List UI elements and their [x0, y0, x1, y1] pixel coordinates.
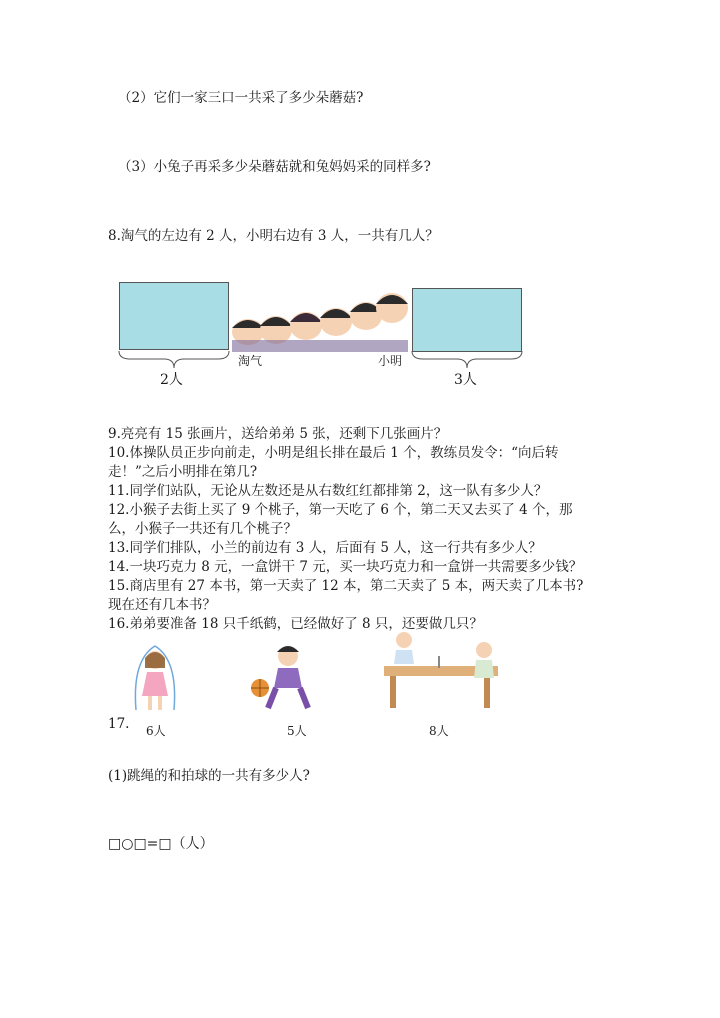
right-brace [411, 350, 523, 370]
child-hair-1 [232, 320, 264, 328]
question-15-line-1: 15.商店里有 27 本书，第一天卖了 12 本，第二天卖了 5 本，两天卖了几本书? [108, 578, 584, 594]
question-9: 9.亮亮有 15 张画片，送给弟弟 5 张，还剩下几张画片？ [108, 426, 448, 442]
right-blank-box [412, 288, 522, 352]
question-12-line-2: 么，小猴子一共还有几个桃子？ [108, 521, 297, 537]
left-blank-box [119, 282, 229, 350]
ball-caption: 5人 [287, 724, 307, 738]
child-hair-6 [376, 295, 408, 304]
label-taoqi: 淘气 [238, 354, 263, 368]
question-10-line-2: 走！”之后小明排在第几? [108, 464, 258, 480]
left-brace-caption: 2人 [160, 372, 183, 388]
children-queue-illustration [228, 284, 412, 354]
table-tennis-illustration [380, 630, 502, 714]
question-11: 11.同学们站队，无论从左数还是从右数红红都排第 2，这一队有多少人？ [108, 483, 548, 499]
answer-formula: □○□=□（人） [108, 836, 214, 852]
question-17-number: 17. [108, 716, 130, 732]
ball-bouncing-boy-illustration [246, 640, 330, 716]
rope-skipping-girl-illustration [130, 640, 180, 718]
child-hair-2 [260, 317, 292, 326]
rope-caption: 6人 [146, 724, 166, 738]
pingpong-caption: 8人 [429, 724, 449, 738]
children-bodies [232, 340, 408, 352]
question-10-line-1: 10.体操队员正步向前走，小明是组长排在最后 1 个，教练员发令：“向后转 [108, 445, 559, 461]
child-hair-3 [290, 313, 322, 322]
question-7-part-2: （2）它们一家三口一共采了多少朵蘑菇? [118, 90, 364, 106]
question-17-part-1: (1)跳绳的和拍球的一共有多少人? [108, 768, 310, 784]
question-14: 14.一块巧克力 8 元，一盒饼干 7 元，买一块巧克力和一盒饼一共需要多少钱？ [108, 559, 583, 575]
left-brace [118, 350, 230, 370]
child-hair-4 [320, 309, 352, 318]
question-8: 8.淘气的左边有 2 人，小明右边有 3 人，一共有几人？ [108, 228, 439, 244]
question-15-line-2: 现在还有几本书？ [108, 597, 216, 613]
question-12-line-1: 12.小猴子去街上买了 9 个桃子，第一天吃了 6 个，第二天又去买了 4 个，那 [108, 502, 573, 518]
right-brace-caption: 3人 [454, 372, 477, 388]
question-16: 16.弟弟要准备 18 只千纸鹤，已经做好了 8 只，还要做几只？ [108, 616, 483, 632]
label-xiaoming: 小明 [378, 354, 403, 368]
question-13: 13.同学们排队，小兰的前边有 3 人，后面有 5 人，这一行共有多少人？ [108, 540, 542, 556]
question-7-part-3: （3）小兔子再采多少朵蘑菇就和兔妈妈采的同样多? [118, 159, 431, 175]
